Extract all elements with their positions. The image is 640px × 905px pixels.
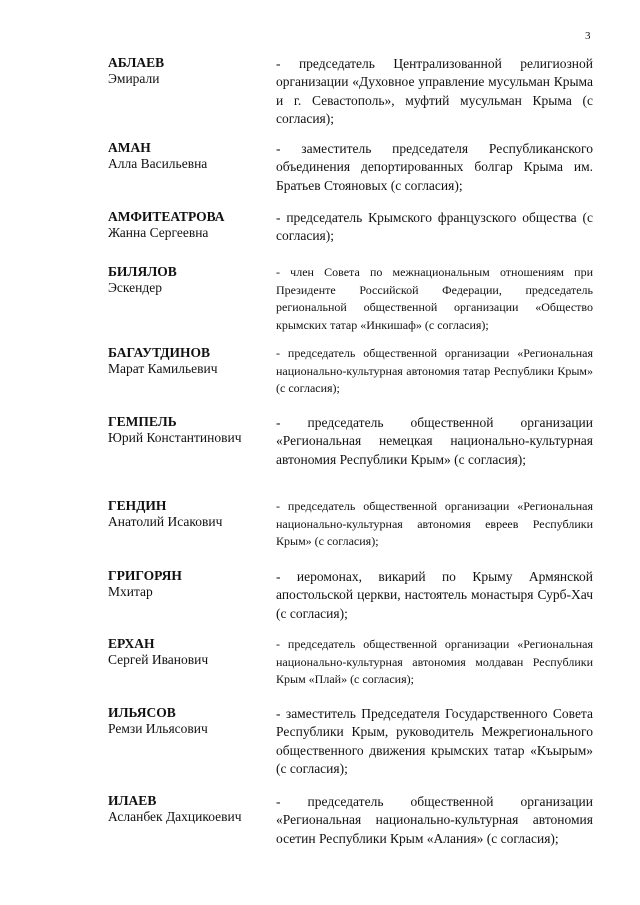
- member-name: [108, 414, 258, 446]
- member-name: [108, 345, 258, 377]
- member-given-names: Асланбек Дахцикоевич: [108, 809, 242, 824]
- member-role: - заместитель Председателя Государственного Совета Республики Крым, руководитель Межрегионального общественного движения крымских татар «Къырым» (с согласия);: [276, 706, 593, 777]
- member-surname: АМАН: [108, 140, 151, 155]
- member-role: - председатель общественной организации «Региональная национально-культурная автономия молдаван Республики Крым «Плай» (с согласия);: [276, 637, 593, 686]
- member-name: [108, 636, 258, 668]
- member-role: - председатель общественной организации «Региональная немецкая национально-культурная автономия Республики Крым» (с согласия);: [276, 415, 593, 467]
- member-given-names: Мхитар: [108, 584, 153, 599]
- member-given-names: Анатолий Исакович: [108, 514, 223, 529]
- member-name: [108, 568, 258, 600]
- member-surname: ЕРХАН: [108, 636, 155, 651]
- member-role: - председатель общественной организации «Региональная национально-культурная автономия евреев Республики Крым» (с согласия);: [276, 499, 593, 548]
- member-given-names: Марат Камильевич: [108, 361, 218, 376]
- member-given-names: Алла Васильевна: [108, 156, 208, 171]
- member-role: - иеромонах, викарий по Крыму Армянской апостольской церкви, настоятель монастыря Сурб-Хач (с согласия);: [276, 569, 593, 621]
- member-given-names: Эскендер: [108, 280, 162, 295]
- member-surname: БИЛЯЛОВ: [108, 264, 177, 279]
- member-role: - председатель общественной организации «Региональная национально-культурная автономия осетин Республики Крым «Алания» (с согласия);: [276, 794, 593, 846]
- member-name: [108, 793, 258, 825]
- member-name: [108, 705, 258, 737]
- member-surname: ГЕМПЕЛЬ: [108, 414, 177, 429]
- member-role: - заместитель председателя Республиканского объединения депортированных болгар Крыма им. Братьев Стояновых (с согласия);: [276, 141, 593, 193]
- member-name: [108, 498, 258, 530]
- member-surname: ИЛЬЯСОВ: [108, 705, 176, 720]
- member-given-names: Сергей Иванович: [108, 652, 209, 667]
- member-name: [108, 140, 258, 172]
- member-surname: ГЕНДИН: [108, 498, 167, 513]
- member-name: [108, 264, 258, 296]
- page-number: 3: [585, 30, 591, 42]
- member-role: - председатель Централизованной религиозной организации «Духовное управление мусульман Крыма и г. Севастополь», муфтий мусульман Крыма (с согласия);: [276, 56, 593, 127]
- member-name: [108, 55, 258, 87]
- member-name: [108, 209, 258, 241]
- member-surname: ИЛАЕВ: [108, 793, 157, 808]
- member-given-names: Юрий Константинович: [108, 430, 242, 445]
- member-surname: ГРИГОРЯН: [108, 568, 182, 583]
- member-role: - председатель Крымского французского общества (с согласия);: [276, 210, 593, 244]
- member-surname: АБЛАЕВ: [108, 55, 165, 70]
- member-surname: БАГАУТДИНОВ: [108, 345, 211, 360]
- member-given-names: Эмирали: [108, 71, 160, 86]
- member-given-names: Жанна Сергеевна: [108, 225, 209, 240]
- member-role: - председатель общественной организации «Региональная национально-культурная автономия татар Республики Крым» (с согласия);: [276, 346, 593, 395]
- member-given-names: Ремзи Ильясович: [108, 721, 208, 736]
- member-surname: АМФИТЕАТРОВА: [108, 209, 225, 224]
- member-role: - член Совета по межнациональным отношениям при Президенте Российской Федерации, председатель региональной общественной организации «Общество крымских татар «Инкишаф» (с согласия);: [276, 265, 593, 332]
